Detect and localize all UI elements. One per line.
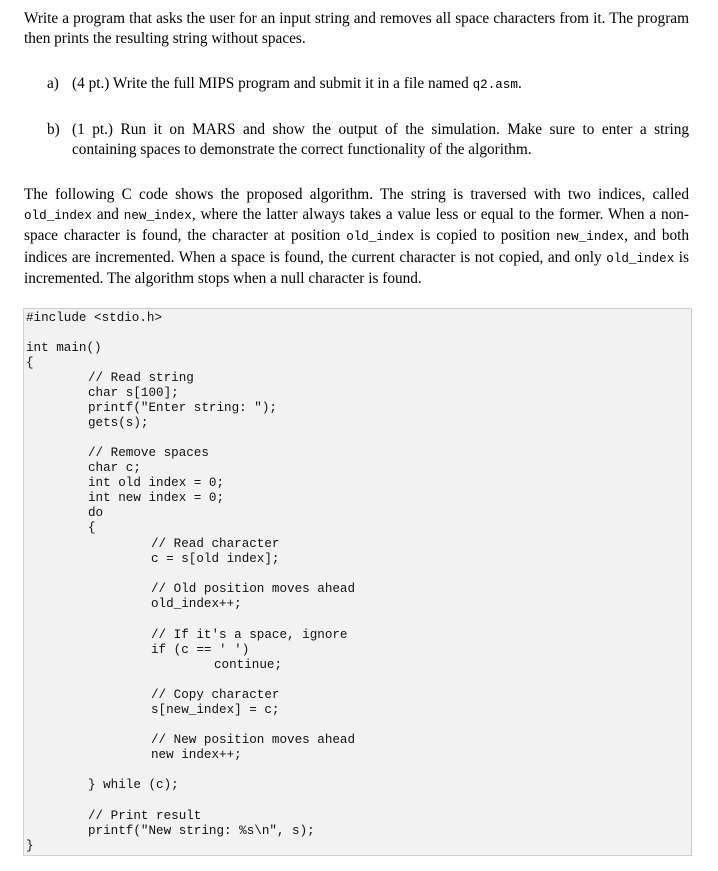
code-line: s[new_index] = c; — [151, 703, 280, 717]
code-line: // Read character — [151, 537, 280, 551]
code-line: c = s[old index]; — [151, 552, 280, 566]
para-text-1: The following C code shows the proposed algorithm. The string is traversed with two indices, called — [24, 186, 689, 203]
code-line: { — [26, 356, 34, 370]
para-text-4: is copied to position — [420, 227, 551, 245]
para-text-3: , where the latter always takes a value less or equal to the former. When a non-space character is found, the character at position — [24, 205, 690, 245]
question-b — [47, 120, 689, 159]
code-line: // New position moves ahead — [151, 733, 356, 747]
code-line: gets(s); — [88, 416, 149, 430]
intro-paragraph: Write a program that asks the user for an input string and removes all space characters from it. The program then prints the resulting string without spaces. — [24, 10, 689, 47]
para-code-new-index-1: new_index — [123, 208, 192, 223]
code-line: printf("New string: %s\n", s); — [88, 824, 315, 838]
code-block — [23, 308, 692, 856]
code-line: do — [88, 506, 104, 520]
code-line: { — [88, 521, 96, 535]
para-text-2: and — [96, 205, 119, 223]
code-line: int old index = 0; — [88, 476, 225, 490]
code-line: // Remove spaces — [88, 446, 209, 460]
question-b-text: (1 pt.) Run it on MARS and show the output of the simulation. Make sure to enter a string containing spaces to demonstrate the correct functionality of the algorithm. — [72, 121, 689, 158]
code-line: int main() — [26, 341, 102, 355]
para-code-old-index-2: old_index — [346, 230, 415, 245]
code-line: // If it's a space, ignore — [151, 628, 348, 642]
question-b-label: b) — [47, 121, 60, 138]
question-a-filename: q2.asm — [472, 78, 518, 92]
para-code-new-index-2: new_index — [556, 230, 625, 245]
question-a-label: a) — [47, 75, 59, 92]
code-line: } while (c); — [88, 778, 179, 792]
code-line: // Read string — [88, 371, 194, 385]
question-a-end: . — [517, 75, 522, 92]
algorithm-description — [24, 185, 689, 289]
code-line: // Old position moves ahead — [151, 582, 356, 596]
code-line: } — [26, 839, 34, 853]
code-line: continue; — [214, 658, 283, 672]
para-text-5: , and both indices are incremented. When a space is found, the current character is not copied, and only — [24, 227, 690, 266]
code-line: char c; — [88, 461, 141, 475]
para-code-old-index-3: old_index — [606, 251, 675, 266]
code-line: // Copy character — [151, 688, 280, 702]
para-code-old-index-1: old_index — [24, 208, 93, 223]
code-line: old_index++; — [151, 597, 242, 611]
code-line: // Print result — [88, 809, 202, 823]
code-line: new index++; — [151, 748, 242, 762]
code-line: if (c == ' ') — [151, 643, 250, 657]
code-line: int new index = 0; — [88, 491, 225, 505]
question-a — [47, 74, 687, 96]
para-text-6: is incremented. The algorithm stops when a null character is found. — [24, 248, 689, 288]
code-line: char s[100]; — [88, 386, 179, 400]
code-line: printf("Enter string: "); — [88, 401, 277, 415]
question-a-text: (4 pt.) Write the full MIPS program and submit it in a file named — [72, 75, 469, 92]
code-line: #include <stdio.h> — [26, 311, 163, 325]
